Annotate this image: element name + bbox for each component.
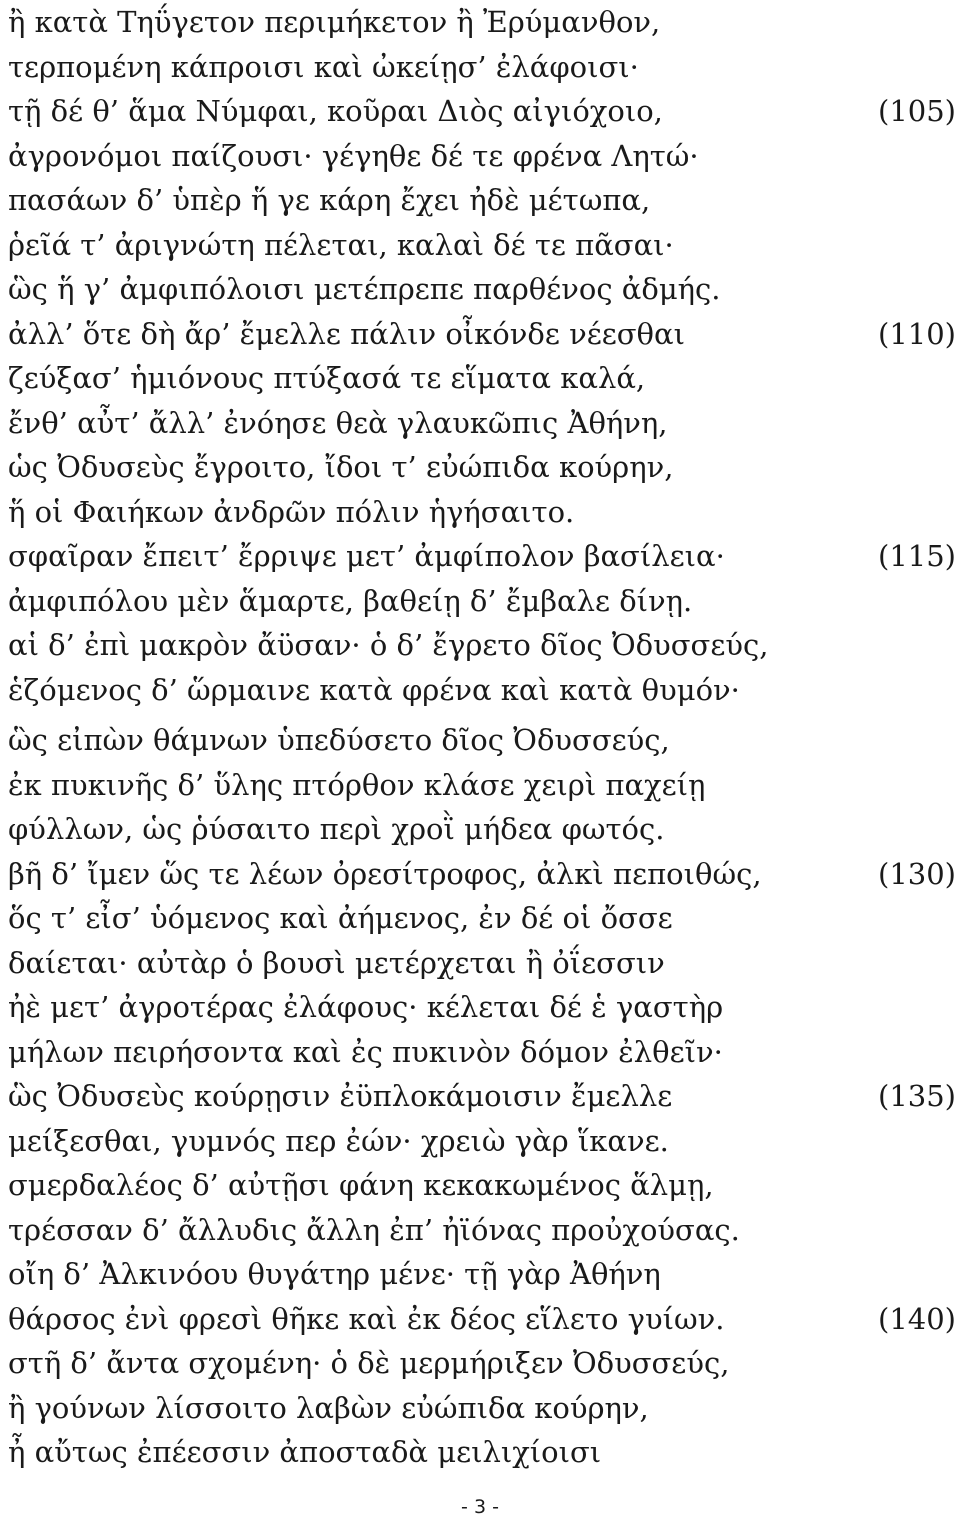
verse-text: ἐκ πυκινῆς δ’ ὕλης πτόρθον κλάσε χειρὶ παχείῃ xyxy=(8,767,706,802)
verse-line xyxy=(8,1163,956,1208)
verse-line xyxy=(8,623,956,668)
verse-line xyxy=(8,178,956,223)
verse-line xyxy=(8,490,956,535)
verse-text: ἢ κατὰ Τηΰγετον περιμήκετον ἢ Ἐρύμανθον, xyxy=(8,5,661,39)
verse-line xyxy=(8,534,956,579)
verse-line xyxy=(8,763,956,808)
verse-text: πασάων δ’ ὑπὲρ ἥ γε κάρη ἔχει ἠδὲ μέτωπα, xyxy=(8,183,651,217)
verse-line xyxy=(8,0,956,45)
verse-text: θάρσος ἐνὶ φρεσὶ θῆκε καὶ ἐκ δέος εἵλετο γυίων. xyxy=(8,1301,725,1336)
verse-text: ἔνθ’ αὖτ’ ἄλλ’ ἐνόησε θεὰ γλαυκῶπις Ἀθήνη, xyxy=(8,405,668,440)
line-number: (140) xyxy=(878,1301,956,1336)
verse-text: ἥ οἱ Φαιήκων ἀνδρῶν πόλιν ἡγήσαιτο. xyxy=(8,494,575,529)
verse-line xyxy=(8,89,956,134)
verse-line xyxy=(8,985,956,1030)
verse-text: βῆ δ’ ἴμεν ὥς τε λέων ὀρεσίτροφος, ἀλκὶ πεποιθώς, xyxy=(8,856,762,891)
verse-text: σφαῖραν ἔπειτ’ ἔρριψε μετ’ ἀμφίπολον βασίλεια· xyxy=(8,539,725,573)
verse-text: φύλλων, ὡς ῥύσαιτο περὶ χροῒ μήδεα φωτός. xyxy=(8,812,665,846)
verse-line xyxy=(8,445,956,490)
verse-line xyxy=(8,401,956,446)
verse-line xyxy=(8,356,956,401)
verse-line xyxy=(8,579,956,624)
verse-text: μήλων πειρήσοντα καὶ ἐς πυκινὸν δόμον ἐλθεῖν· xyxy=(8,1034,723,1069)
verse-line xyxy=(8,1341,956,1386)
verse-text: ἢ γούνων λίσσοιτο λαβὼν εὐώπιδα κούρην, xyxy=(8,1390,649,1425)
verse-text: σμερδαλέος δ’ αὐτῇσι φάνη κεκακωμένος ἅλμῃ, xyxy=(8,1168,714,1202)
verse-text: ὣς ἥ γ’ ἀμφιπόλοισι μετέπρεπε παρθένος ἀδμής. xyxy=(8,272,721,306)
verse-line xyxy=(8,312,956,357)
verse-line xyxy=(8,1297,956,1342)
verse-text: τρέσσαν δ’ ἄλλυδις ἄλλη ἐπ’ ἠϊόνας προὐχούσας. xyxy=(8,1212,740,1247)
verse-text: τερπομένη κάπροισι καὶ ὠκείῃσ’ ἐλάφοισι· xyxy=(8,49,639,84)
verse-text: στῆ δ’ ἄντα σχομένη· ὁ δὲ μερμήριξεν Ὀδυσσεύς, xyxy=(8,1346,730,1380)
verse-text: δαίεται· αὐτὰρ ὁ βουσὶ μετέρχεται ἢ ὀΐεσσιν xyxy=(8,945,665,980)
verse-text: τῇ δέ θ’ ἅμα Νύμφαι, κοῦραι Διὸς αἰγιόχοιο, xyxy=(8,94,663,128)
verse-text: ὡς Ὀδυσεὺς ἔγροιτο, ἴδοι τ’ εὐώπιδα κούρην, xyxy=(8,450,674,484)
verse-text: ἦ αὔτως ἐπέεσσιν ἀποσταδὰ μειλιχίοισι xyxy=(8,1435,602,1469)
verse-text: ἠὲ μετ’ ἀγροτέρας ἐλάφους· κέλεται δέ ἑ γαστὴρ xyxy=(8,990,724,1024)
page-number: - 3 - xyxy=(461,1496,499,1518)
line-number: (110) xyxy=(878,316,956,351)
verse-block-2 xyxy=(8,718,956,1475)
verse-text: ὅς τ’ εἶσ’ ὑόμενος καὶ ἀήμενος, ἐν δέ οἱ ὄσσε xyxy=(8,901,673,935)
verse-line xyxy=(8,896,956,941)
verse-line xyxy=(8,1386,956,1431)
verse-text: ἀμφιπόλου μὲν ἅμαρτε, βαθείῃ δ’ ἔμβαλε δίνῃ. xyxy=(8,583,693,618)
verse-line xyxy=(8,718,956,763)
verse-line xyxy=(8,45,956,90)
verse-text: αἱ δ’ ἐπὶ μακρὸν ἄϋσαν· ὁ δ’ ἔγρετο δῖος Ὀδυσσεύς, xyxy=(8,628,769,662)
verse-line xyxy=(8,1208,956,1253)
verse-text: ῥεῖά τ’ ἀριγνώτη πέλεται, καλαὶ δέ τε πᾶσαι· xyxy=(8,227,674,262)
verse-line xyxy=(8,1252,956,1297)
verse-line xyxy=(8,134,956,179)
verse-line xyxy=(8,1430,956,1475)
verse-text: ἑζόμενος δ’ ὥρμαινε κατὰ φρένα καὶ κατὰ θυμόν· xyxy=(8,672,740,707)
verse-text: ἀλλ’ ὅτε δὴ ἄρ’ ἔμελλε πάλιν οἶκόνδε νέεσθαι xyxy=(8,316,685,351)
verse-text: οἴη δ’ Ἀλκινόου θυγάτηρ μένε· τῇ γὰρ Ἀθήνη xyxy=(8,1257,661,1291)
verse-line xyxy=(8,807,956,852)
line-number: (105) xyxy=(878,94,956,128)
verse-line xyxy=(8,1074,956,1119)
verse-line xyxy=(8,852,956,897)
line-number: (115) xyxy=(878,539,956,573)
verse-text: ὣς εἰπὼν θάμνων ὑπεδύσετο δῖος Ὀδυσσεύς, xyxy=(8,723,670,757)
line-number: (130) xyxy=(878,856,956,891)
verse-line xyxy=(8,1030,956,1075)
verse-text: ζεύξασ’ ἡμιόνους πτύξασά τε εἵματα καλά, xyxy=(8,361,646,395)
verse-text: ἀγρονόμοι παίζουσι· γέγηθε δέ τε φρένα Λητώ· xyxy=(8,138,699,173)
line-number: (135) xyxy=(878,1079,956,1113)
verse-block-1 xyxy=(8,0,956,712)
verse-text: ὣς Ὀδυσεὺς κούρῃσιν ἐϋπλοκάμοισιν ἔμελλε xyxy=(8,1079,673,1113)
verse-line xyxy=(8,941,956,986)
verse-line xyxy=(8,1119,956,1164)
verse-line xyxy=(8,267,956,312)
verse-line xyxy=(8,668,956,713)
verse-text: μείξεσθαι, γυμνός περ ἐών· χρειὼ γὰρ ἵκανε. xyxy=(8,1123,669,1158)
verse-line xyxy=(8,223,956,268)
